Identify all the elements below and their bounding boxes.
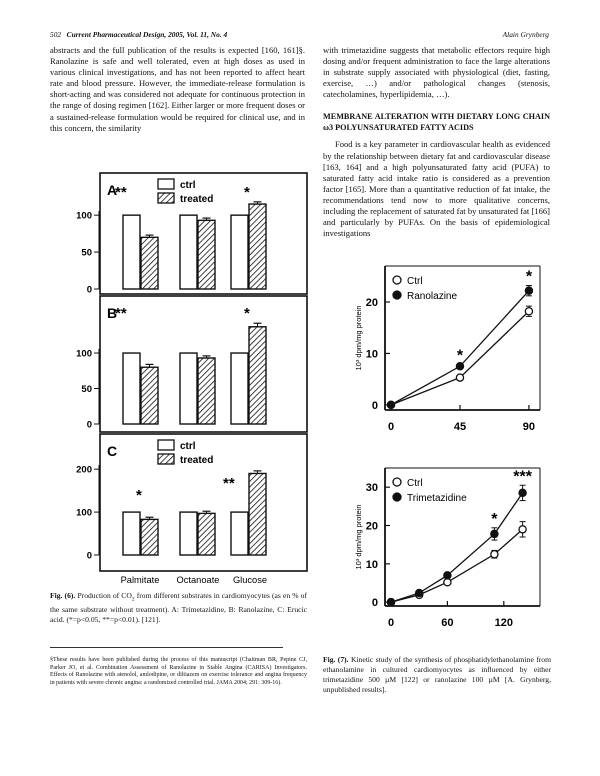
significance-marker: **	[115, 184, 127, 201]
bar-ctrl	[231, 353, 248, 424]
legend-label-treated: treated	[180, 455, 214, 466]
bar-treated	[141, 519, 158, 555]
legend-swatch-ctrl	[158, 440, 174, 450]
section-heading: MEMBRANE ALTERATION WITH DIETARY LONG CHAIN ω3 POLYUNSATURATED FATTY ACIDS	[323, 112, 550, 133]
bar-treated	[198, 358, 215, 424]
figure-7-line-charts	[335, 260, 560, 655]
legend-label-ctrl: Ctrl	[407, 276, 423, 287]
legend-swatch-treated	[158, 193, 174, 203]
y-tick-label: 20	[365, 520, 378, 533]
significance-marker: **	[115, 305, 127, 322]
caption-text: Kinetic study of the synthesis of phosphatidylethanolamine from ethanolamine in cultured cardiomyocytes as influenced by either trimetazidine 500 µM [122] or ranolazine 100 µM [A. Grynberg, unpublished results].	[323, 655, 551, 694]
x-category-label: Glucose	[232, 575, 268, 585]
y-tick-label: 100	[76, 210, 92, 222]
y-tick-label: 10	[365, 558, 378, 571]
legend-label-ctrl: ctrl	[180, 180, 196, 191]
y-tick-label: 100	[76, 348, 92, 360]
paragraph: Food is a key parameter in cardiovascular health as evidenced by the relationship between dietary fat and cardiovascular disease [163, 164] and a high polyunsaturated fatty acid (PUFA) to saturated fatty acid intake ratio is considered as a prevention factor [165]. More than a quantitative reduction of fat intake, the recommendations tend now to more qualitative concerns, including the replacement of saturated fat by unsaturated fat [166] and particularly by PUFAs. On the basis of epidemiological investigations	[323, 139, 550, 239]
data-point	[525, 287, 532, 294]
bar-treated	[198, 220, 215, 289]
x-category-label: Octanoate	[176, 575, 220, 585]
y-tick-label: 10	[365, 348, 378, 361]
legend-marker-treated	[393, 291, 401, 299]
x-tick-label: 120	[494, 617, 513, 629]
significance-marker: **	[223, 475, 235, 492]
significance-marker: *	[491, 510, 498, 528]
significance-marker: *	[244, 305, 250, 322]
bar-treated	[249, 204, 266, 289]
y-tick-label: 0	[86, 550, 92, 562]
x-tick-label: 90	[522, 421, 536, 433]
legend-label-treated: treated	[180, 194, 214, 205]
legend-swatch-ctrl	[158, 179, 174, 189]
x-category-label: Palmitate	[120, 575, 160, 585]
y-tick-label: 100	[76, 507, 92, 519]
data-point	[519, 526, 526, 533]
data-point	[519, 489, 526, 496]
legend-marker-ctrl	[393, 276, 401, 284]
legend-label-ctrl: ctrl	[180, 441, 196, 452]
bar-ctrl	[231, 215, 248, 289]
y-axis-label: 10³ dpm/mg protein	[354, 305, 363, 371]
caption-label: Fig. (6).	[50, 591, 76, 600]
data-point	[387, 401, 394, 408]
y-tick-label: 0	[86, 284, 92, 296]
bar-ctrl	[180, 215, 197, 289]
bar-ctrl	[123, 512, 140, 555]
bar-treated	[249, 473, 266, 555]
caption-subscript: 2	[131, 596, 135, 603]
y-tick-label: 20	[365, 297, 378, 309]
figure-7-caption	[323, 655, 551, 695]
bar-ctrl	[180, 512, 197, 555]
series-line	[391, 529, 523, 602]
significance-marker: *	[525, 268, 533, 286]
legend-label-ctrl: Ctrl	[407, 478, 423, 489]
data-point	[444, 579, 451, 586]
y-tick-label: 50	[81, 384, 92, 396]
bar-treated	[249, 327, 266, 424]
panel-label: B	[107, 305, 118, 321]
figure-6-bar-charts	[45, 165, 310, 590]
significance-marker: ***	[513, 468, 532, 486]
x-tick-label: 0	[387, 617, 395, 629]
significance-marker: *	[136, 487, 142, 504]
data-point	[387, 599, 394, 606]
y-tick-label: 30	[365, 482, 378, 495]
caption-text: Production of CO	[77, 591, 132, 600]
bar-ctrl	[123, 353, 140, 424]
y-tick-label: 200	[76, 464, 92, 476]
legend-marker-treated	[393, 493, 401, 501]
y-axis-label: 10³ dpm/mg protein	[354, 504, 363, 570]
panel-label: A	[107, 182, 118, 198]
bar-treated	[198, 513, 215, 555]
legend-marker-ctrl	[393, 478, 401, 486]
legend-label-treated: Trimetazidine	[407, 493, 467, 504]
x-tick-label: 0	[387, 421, 395, 433]
data-point	[491, 530, 498, 537]
data-point	[491, 551, 498, 558]
panel-label: C	[107, 443, 118, 459]
running-author: Alain Grynberg	[502, 30, 549, 39]
right-column-text	[323, 45, 550, 239]
data-point	[456, 374, 463, 381]
figure-6-caption	[50, 591, 307, 625]
significance-marker: *	[456, 347, 464, 365]
paragraph: abstracts and the full publication of the results is expected [160, 161]§. Ranolazine is safe and well tolerated, even at high doses as used in various clinical investigations, and has not been reported to affect heart rate and blood pressure. However, the immediate-release formulation is short-acting and was considered not adequate for continuous protection in the range of dosing regimen [162]. Either larger or more frequent doses or a sustained-release formulation would be required for clinical use, and in this concern, the similarity	[50, 45, 305, 133]
x-tick-label: 45	[453, 421, 467, 433]
caption-label: Fig. (7).	[323, 655, 349, 664]
bar-ctrl	[123, 215, 140, 289]
data-point	[525, 308, 532, 315]
bar-treated	[141, 367, 158, 424]
legend-swatch-treated	[158, 454, 174, 464]
bar-ctrl	[231, 512, 248, 555]
y-tick-label: 0	[371, 399, 378, 412]
journal-name: Current Pharmaceutical Design, 2005, Vol. 11, No. 4	[66, 30, 228, 39]
footnote-rule	[50, 647, 283, 648]
left-column-text	[50, 45, 305, 134]
y-tick-label: 0	[86, 419, 92, 431]
y-tick-label: 0	[371, 597, 378, 610]
bar-ctrl	[180, 353, 197, 424]
y-tick-label: 50	[81, 247, 92, 259]
data-point	[444, 572, 451, 579]
bar-treated	[141, 237, 158, 289]
caption-text: from different substrates in cardiomyocytes (as en % of the same substrate without treatment). A: Trimetazidine, B: Ranolazine, C: Erucic acid. (*=p<0.05, **=p<0.01). [121].	[50, 591, 307, 624]
data-point	[416, 589, 423, 596]
footnote: §These results have been published during the process of this manuscript (Chaitman BR, Pepine CJ, Parker JO, et al. Combination Assessment of Ranolazine in Stable Angina (CARISA) Investigators. Effects of Ranolazine with atenolol, amlodipine, or diltiazem on exercise tolerance and angina frequency in patients with severe chronic angina: a randomized controlled trial. JAMA 2004; 291: 309-16).	[50, 657, 307, 686]
paragraph: with trimetazidine suggests that metabolic effectors require high dosing and/or frequent administration to face the large alterations in substrate supply associated with physiological (diet, fasting, exercise, …) and/or pathological changes (stenosis, catecholamines, hyperlipidemia, …).	[323, 45, 550, 100]
significance-marker: *	[244, 184, 250, 201]
running-header	[50, 30, 227, 39]
legend-label-treated: Ranolazine	[407, 291, 458, 302]
page-number: 502	[50, 30, 62, 39]
x-tick-label: 60	[441, 617, 454, 629]
